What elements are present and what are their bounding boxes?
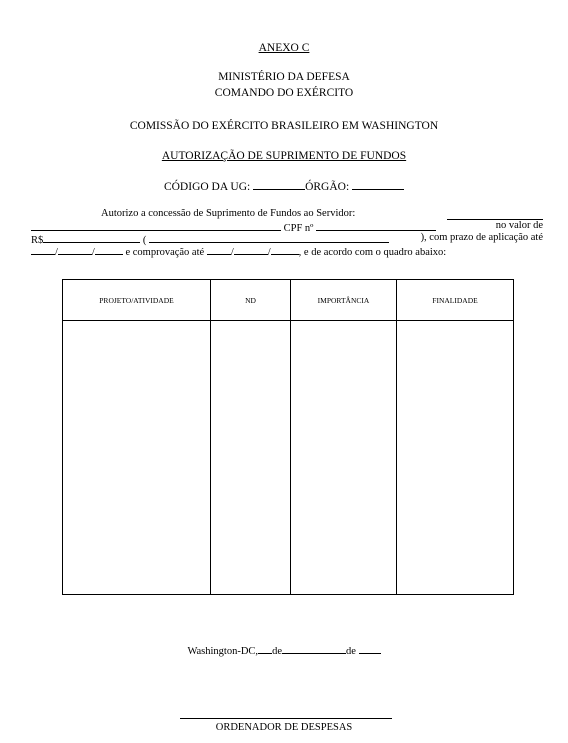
app-month-field[interactable] [58,244,92,255]
table-header-row [63,280,514,321]
signature-title: ORDENADOR DE DESPESAS [215,722,353,733]
cpf-label: CPF nº [283,223,314,234]
servidor-name-field[interactable] [31,220,281,231]
app-year-field[interactable] [95,244,123,255]
annex-title: ANEXO C [258,42,310,54]
place-date-line [0,643,568,657]
de-label-2: de [345,646,356,657]
header-finalidade: FINALIDADE [397,280,514,321]
open-paren: ( [142,235,147,246]
deadline-text: ), com prazo de aplicação até [420,232,543,243]
cpf-field[interactable] [316,220,436,231]
date-slash: / [267,247,271,258]
ug-label: CÓDIGO DA UG: [163,181,251,193]
header-projeto-atividade: PROJETO/ATIVIDADE [63,280,211,321]
currency-label: R$ [31,235,44,246]
date-slash: / [91,247,95,258]
orgao-label: ÓRGÃO: [305,181,350,193]
value-field[interactable] [43,232,140,243]
value-label: no valor de [495,220,543,231]
authorization-line-1 [31,208,543,220]
year-field[interactable] [359,643,381,654]
closing-text: , e de acordo com o quadro abaixo: [298,247,447,258]
proof-text: e comprovação até [125,247,205,258]
table-row [63,321,514,595]
header-importancia: IMPORTÂNCIA [291,280,397,321]
proof-day-field[interactable] [207,244,231,255]
proof-month-field[interactable] [234,244,268,255]
authorization-text: Autorizo a concessão de Suprimento de Fundos ao Servidor: [101,208,356,219]
date-slash: / [230,247,234,258]
command-title: COMANDO DO EXÉRCITO [214,87,354,99]
ug-field[interactable] [253,179,305,190]
cell-importancia[interactable] [291,321,397,595]
authorization-line-4 [31,244,543,259]
commission-title: COMISSÃO DO EXÉRCITO BRASILEIRO EM WASHINGTON [129,120,439,132]
de-label-1: de [272,646,282,657]
date-slash: / [55,247,58,258]
form-title: AUTORIZAÇÃO DE SUPRIMENTO DE FUNDOS [161,150,407,162]
orgao-field[interactable] [352,179,404,190]
cell-nd[interactable] [211,321,291,595]
funds-table [62,279,514,595]
signature-line[interactable] [180,718,392,719]
codes-line [0,179,568,193]
servidor-field[interactable] [447,209,543,220]
cell-projeto-atividade[interactable] [63,321,211,595]
cell-finalidade[interactable] [397,321,514,595]
proof-year-field[interactable] [271,244,299,255]
app-day-field[interactable] [31,244,55,255]
day-field[interactable] [258,643,272,654]
header-nd: ND [211,280,291,321]
value-in-words-field[interactable] [149,232,389,243]
ministry-title: MINISTÉRIO DA DEFESA [218,71,350,83]
place-label: Washington-DC, [187,646,259,657]
month-field[interactable] [282,643,346,654]
